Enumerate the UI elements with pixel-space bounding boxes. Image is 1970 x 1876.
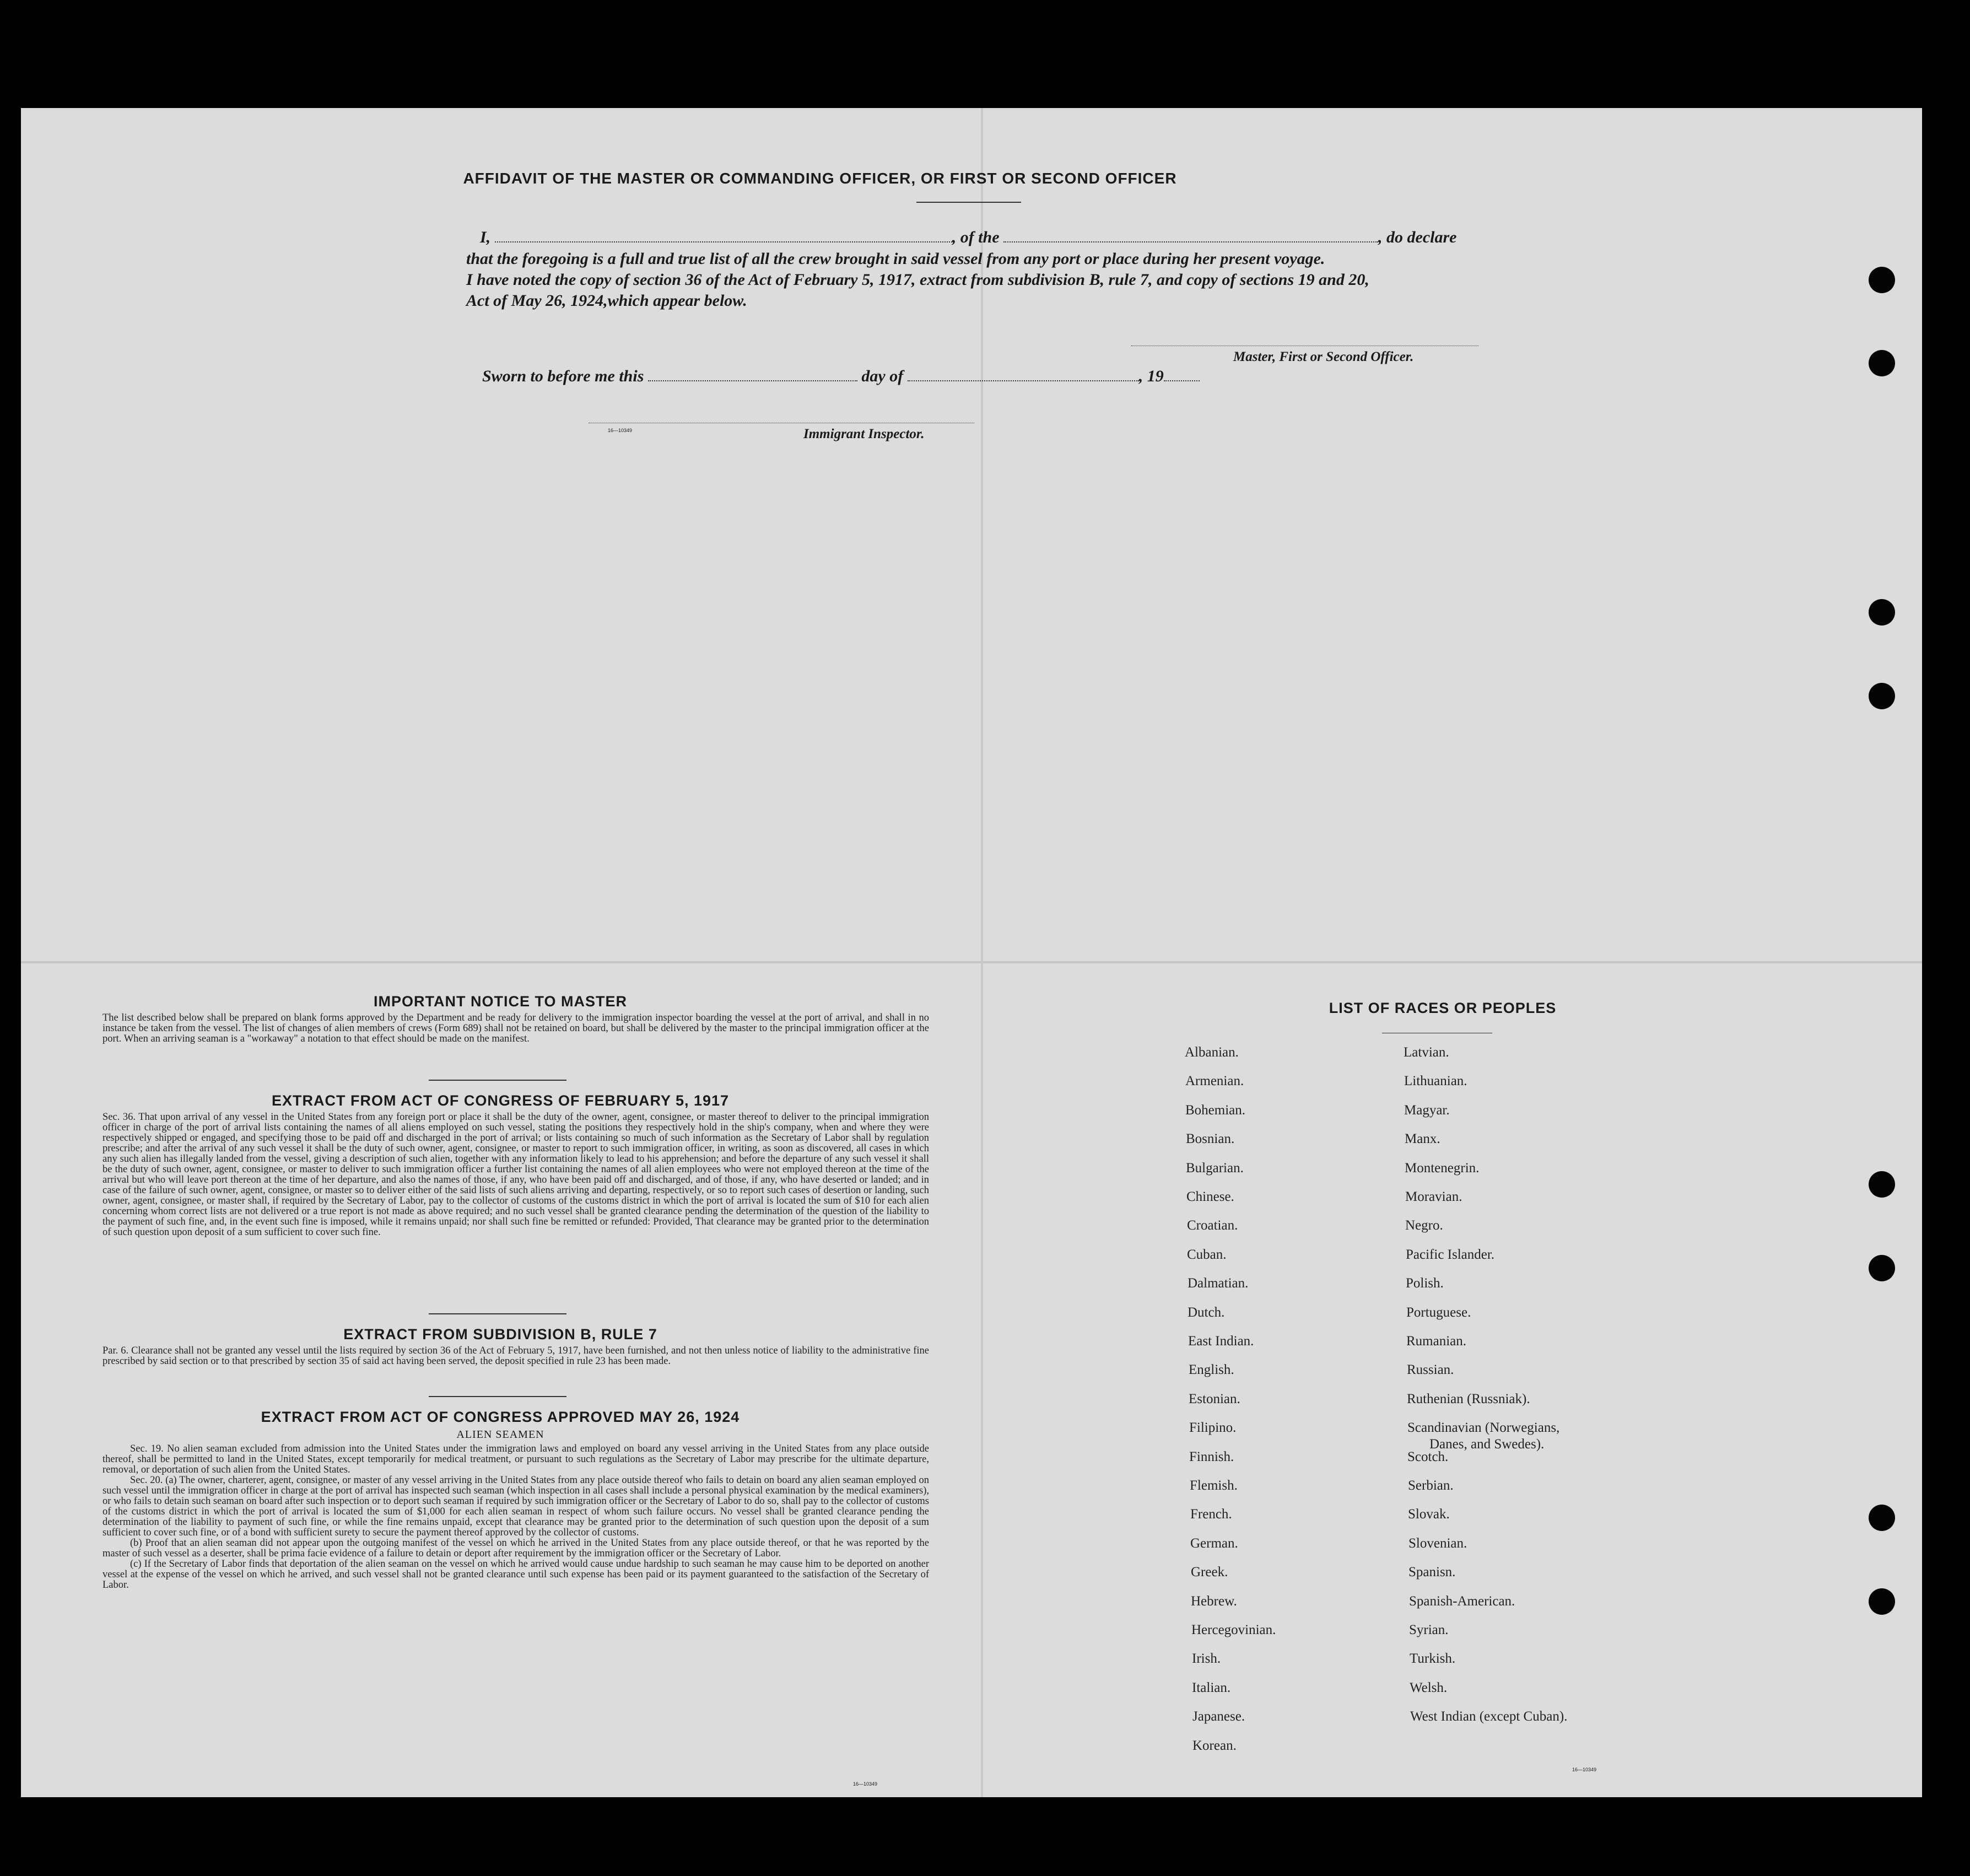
race-item: Bosnian. bbox=[1186, 1131, 1235, 1146]
sec20b-text: (b) Proof that an alien seaman did not appear upon the outgoing manifest of the vessel on which he arrived in the United States from any place outside thereof, or that he was reported by the master of such vessel as a deserter, shall be prima facie evidence of a failure to detain or deport after requirement by the immigration officer or the Secretary of Labor. bbox=[102, 1538, 929, 1559]
sec19-text: Sec. 19. No alien seaman excluded from admission into the United States under the immigration laws and employed on board any vessel arriving in the United States from any place outside thereof, shall be permitted to land in the United States, except temporarily for medical treatment, or pursuant to such regulations as the Secretary of Labor may prescribe for the ultimate departure, removal, or deportation of such alien from the United States. bbox=[102, 1443, 929, 1475]
section-divider bbox=[429, 1396, 566, 1397]
vertical-fold-line bbox=[981, 108, 983, 1797]
extract-form-number: 16—10349 bbox=[853, 1781, 878, 1787]
race-item: Serbian. bbox=[1408, 1478, 1454, 1493]
section-divider bbox=[429, 1080, 566, 1081]
race-item: Dutch. bbox=[1188, 1305, 1225, 1320]
race-item: Manx. bbox=[1405, 1131, 1440, 1146]
race-item: Filipino. bbox=[1189, 1420, 1237, 1435]
affidavit-form-number: 16—10349 bbox=[608, 428, 633, 433]
race-item: East Indian. bbox=[1188, 1334, 1254, 1349]
race-item: Croatian. bbox=[1187, 1218, 1238, 1233]
race-item: Scotch. bbox=[1407, 1449, 1449, 1464]
inspector-signature-blank[interactable] bbox=[589, 422, 974, 423]
race-item: Rumanian. bbox=[1406, 1334, 1467, 1349]
race-item: Armenian. bbox=[1185, 1074, 1244, 1088]
race-item: Spanish-American. bbox=[1409, 1594, 1515, 1609]
sec20a-text: Sec. 20. (a) The owner, charterer, agent, consignee, or master of any vessel arriving in the United States from any place outside thereof who fails to detain on board any alien seaman employed on such vessel until the immigration officer in charge at the port of arrival has inspected such seaman (which inspection in all cases shall include a personal physical examination by the medical examiners), or who fails to detain such seaman on board after such inspection or to deport such seaman if required by such immigration officer or the Secretary of Labor to do so, shall pay to the collector of customs of the customs district in which the port of arrival is located the sum of $1,000 for each alien seaman in respect of whom such failure occurs. No vessel shall be granted clearance pending the determination of the liability to payment of such fine, or while the fine remains unpaid, except that clearance may be granted prior to the determination of such question upon the deposit of a sum sufficient to cover such fine, or of a bond with sufficient surety to secure the payment thereof approved by the collector of customs. bbox=[102, 1475, 929, 1538]
race-item: French. bbox=[1190, 1507, 1232, 1522]
race-item: Albanian. bbox=[1185, 1045, 1239, 1060]
vessel-name-blank[interactable] bbox=[1003, 239, 1378, 242]
punch-hole bbox=[1869, 267, 1895, 293]
declarant-prefix: I, bbox=[480, 228, 491, 246]
punch-hole bbox=[1869, 599, 1895, 626]
punch-hole bbox=[1869, 1255, 1895, 1281]
sworn-year-blank[interactable] bbox=[1164, 378, 1200, 381]
race-item: Dalmatian. bbox=[1188, 1276, 1249, 1291]
punch-hole bbox=[1869, 683, 1895, 709]
races-title: LIST OF RACES OR PEOPLES bbox=[1329, 1000, 1557, 1016]
race-item: Irish. bbox=[1192, 1651, 1221, 1666]
punch-hole bbox=[1869, 1505, 1895, 1531]
race-item: Russian. bbox=[1407, 1362, 1454, 1377]
notice-body: The list described below shall be prepared on blank forms approved by the Department and be ready for delivery to the immigration inspector boarding the vessel at the port of arrival, and shall in no instance be taken from the vessel. The list of changes of alien members of crews (Form 689) shall not be retained on board, but shall be delivered by the master to the principal immigration officer at the port. When an arriving seaman is a "workaway" a notation to that effect should be made on the manifest. bbox=[102, 1012, 929, 1044]
do-declare-text: , do declare bbox=[1378, 228, 1457, 246]
affidavit-line-1 bbox=[480, 228, 1456, 247]
race-item: Flemish. bbox=[1190, 1478, 1238, 1493]
extract-1924-sections bbox=[102, 1444, 929, 1591]
race-item: Scandinavian (Norwegians, bbox=[1407, 1420, 1560, 1435]
affidavit-line-4: Act of May 26, 1924,which appear below. bbox=[466, 292, 747, 310]
race-item: Hercegovinian. bbox=[1191, 1622, 1276, 1637]
affidavit-line-3: I have noted the copy of section 36 of the Act of February 5, 1917, extract from subdivision B, rule 7, and copy of sections 19 and 20, bbox=[466, 271, 1369, 289]
race-item: Spanisn. bbox=[1408, 1565, 1456, 1579]
alien-seamen-subtitle: ALIEN SEAMEN bbox=[456, 1428, 544, 1441]
race-item: Syrian. bbox=[1409, 1622, 1449, 1637]
rule7-body: Par. 6. Clearance shall not be granted any vessel until the lists required by section 36 of the Act of February 5, 1917, have been furnished, and not then unless notice of liability to the administrative fine prescribed by said section or to that prescribed by section 35 of said act having been served, the deposit specified in rule 23 has been made. bbox=[102, 1345, 929, 1367]
race-item: Bohemian. bbox=[1185, 1103, 1246, 1118]
master-signature-label: Master, First or Second Officer. bbox=[1233, 349, 1414, 364]
declarant-name-blank[interactable] bbox=[495, 239, 952, 242]
race-item: Japanese. bbox=[1192, 1709, 1245, 1724]
title-underline bbox=[916, 202, 1021, 203]
inspector-label: Immigrant Inspector. bbox=[803, 427, 925, 441]
race-item: Finnish. bbox=[1189, 1449, 1234, 1464]
sworn-line bbox=[482, 367, 1200, 386]
race-item: West Indian (except Cuban). bbox=[1410, 1709, 1568, 1724]
race-item: Korean. bbox=[1192, 1738, 1237, 1753]
race-item: Turkish. bbox=[1410, 1651, 1456, 1666]
of-the-text: , of the bbox=[952, 228, 1000, 246]
punch-hole bbox=[1869, 1171, 1895, 1198]
race-item: Negro. bbox=[1405, 1218, 1443, 1233]
race-item: Polish. bbox=[1406, 1276, 1444, 1291]
sworn-year-label: , 19 bbox=[1138, 367, 1164, 385]
race-item: Magyar. bbox=[1404, 1103, 1450, 1118]
race-item: Hebrew. bbox=[1191, 1594, 1237, 1609]
notice-title: IMPORTANT NOTICE TO MASTER bbox=[374, 993, 627, 1010]
race-item: Danes, and Swedes). bbox=[1429, 1437, 1545, 1452]
race-item: Latvian. bbox=[1404, 1045, 1449, 1060]
race-item: Bulgarian. bbox=[1186, 1161, 1244, 1176]
sworn-day-label: day of bbox=[861, 367, 904, 385]
race-item: Italian. bbox=[1192, 1680, 1231, 1695]
race-item: Lithuanian. bbox=[1404, 1074, 1467, 1088]
race-item: Welsh. bbox=[1410, 1680, 1448, 1695]
punch-hole bbox=[1869, 350, 1895, 376]
race-item: Pacific Islander. bbox=[1406, 1247, 1495, 1262]
race-item: Montenegrin. bbox=[1405, 1161, 1480, 1176]
sworn-prefix: Sworn to before me this bbox=[482, 367, 644, 385]
document-sheet bbox=[21, 108, 1922, 1797]
punch-hole bbox=[1869, 1588, 1895, 1615]
extract-1917-body: Sec. 36. That upon arrival of any vessel in the United States from any foreign port or place it shall be the duty of the owner, agent, consignee, or master thereof to deliver to the principal immigration officer in charge of the port of arrival lists containing the names of all aliens employed on such vessel, stating the positions they respectively hold in the ship's company, when and where they were respectively shipped or engaged, and specifying those to be paid off and discharged in the port of arrival; or lists containing so much of such information as the Secretary of Labor shall by regulation prescribe; and after the arrival of any such vessel it shall be the duty of such owner, agent, consignee, or master to report to such immigration officer, in writing, as soon as discovered, all cases in which any such alien has illegally landed from the vessel, giving a description of such alien, together with any information likely to lead to his apprehension; and before the departure of any such vessel it shall be the duty of such owner, agent, consignee, or master to deliver to such immigration officer a further list containing the names of all alien employees who were not employed thereon at the time of the arrival but who will leave port thereon at the time of her departure, and also the names of those, if any, who have been paid off and discharged, and of those, if any, who have deserted or landed; and in case of the failure of such owner, agent, consignee, or master so to deliver either of the said lists of such aliens arriving and departing, respectively, or so to report such cases of desertion or landing, such owner, agent, consignee, or master shall, if required by the Secretary of Labor, pay to the collector of customs of the customs district in which the port of arrival is located the sum of $10 for each alien concerning whom correct lists are not delivered or a true report is not made as above required; and no such vessel shall be granted clearance pending the determination of the question of the liability to the payment of such fine, and, in the event such fine is imposed, while it remains unpaid; nor shall such fine be remitted or refunded: Provided, That clearance may be granted prior to the determination of such question upon deposit of a sum sufficient to cover such fine. bbox=[102, 1112, 929, 1238]
race-item: Ruthenian (Russniak). bbox=[1407, 1392, 1530, 1406]
race-item: Slovenian. bbox=[1408, 1536, 1467, 1551]
section-divider bbox=[429, 1313, 566, 1314]
races-form-number: 16—10349 bbox=[1572, 1767, 1597, 1772]
sworn-month-blank[interactable] bbox=[908, 378, 1139, 381]
race-item: Chinese. bbox=[1186, 1189, 1234, 1204]
race-item: Cuban. bbox=[1187, 1247, 1227, 1262]
affidavit-line-2: that the foregoing is a full and true list of all the crew brought in said vessel from any port or place during her present voyage. bbox=[466, 250, 1325, 268]
sec20c-text: (c) If the Secretary of Labor finds that deportation of the alien seaman on the vessel on which he arrived would cause undue hardship to such seaman he may cause him to be deported on another vessel at the expense of the vessel on which he arrived, and such vessel shall not be granted clearance until such expense has been paid or its payment guaranteed to the satisfaction of the Secretary of Labor. bbox=[102, 1559, 929, 1591]
extract-1924-title: EXTRACT FROM ACT OF CONGRESS APPROVED MAY 26, 1924 bbox=[261, 1409, 740, 1425]
race-item: Greek. bbox=[1191, 1565, 1228, 1579]
race-item: Estonian. bbox=[1189, 1392, 1240, 1406]
master-signature-blank[interactable] bbox=[1131, 345, 1478, 346]
rule7-title: EXTRACT FROM SUBDIVISION B, RULE 7 bbox=[343, 1326, 657, 1343]
race-item: Slovak. bbox=[1408, 1507, 1450, 1522]
horizontal-fold-line bbox=[21, 961, 1922, 963]
race-item: Moravian. bbox=[1405, 1189, 1462, 1204]
race-item: Portuguese. bbox=[1406, 1305, 1471, 1320]
race-item: English. bbox=[1189, 1362, 1234, 1377]
affidavit-title: AFFIDAVIT OF THE MASTER OR COMMANDING OFFICER, OR FIRST OR SECOND OFFICER bbox=[463, 170, 1177, 187]
sworn-day-blank[interactable] bbox=[648, 378, 857, 381]
extract-1917-title: EXTRACT FROM ACT OF CONGRESS OF FEBRUARY 5, 1917 bbox=[271, 1092, 730, 1109]
race-item: German. bbox=[1190, 1536, 1238, 1551]
